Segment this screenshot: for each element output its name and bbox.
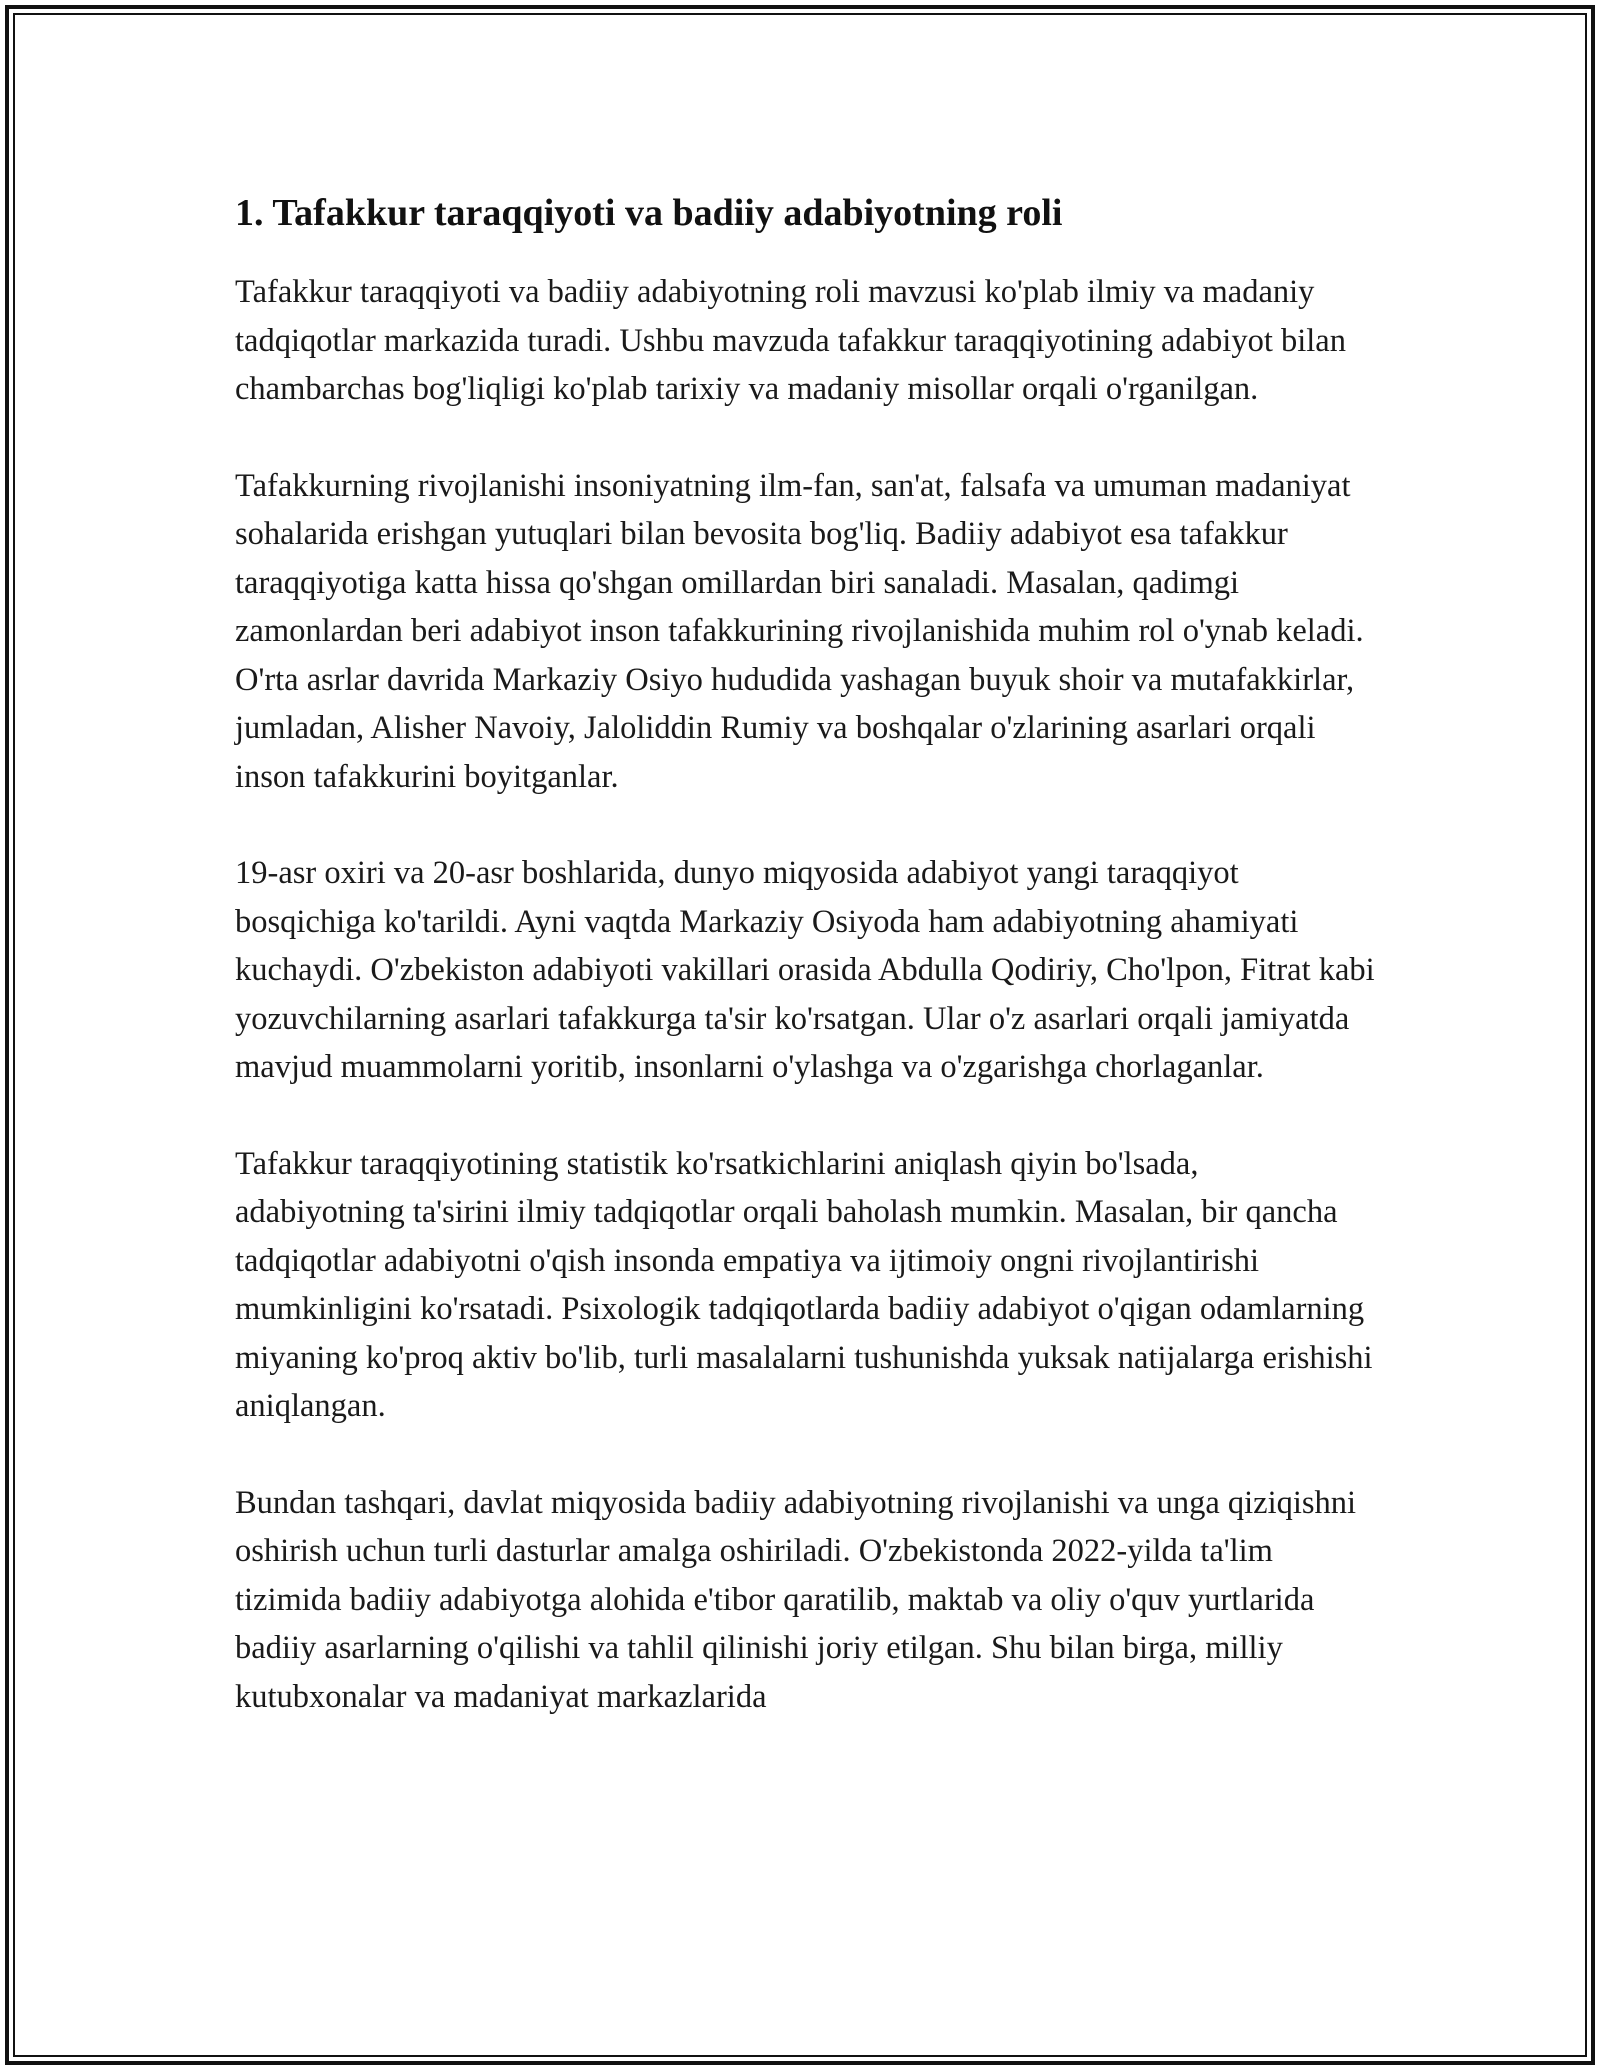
paragraph-3: 19-asr oxiri va 20-asr boshlarida, dunyo miqyosida adabiyot yangi taraqqiyot bosqichiga ko'tarildi. Ayni vaqtda Markaziy Osiyoda ham adabiyotning ahamiyati kuchaydi. O'zbekiston adabiyoti vakillari orasida Abdulla Qodiriy, Cho'lpon, Fitrat kabi yozuvchilarning asarlari tafakkurga ta'sir ko'rsatgan. Ular o'z asarlari orqali jamiyatda mavjud muammolarni yoritib, insonlarni o'ylashga va o'zgarishga chorlaganlar. [235,855,1375,1085]
paragraph-2: Tafakkurning rivojlanishi insoniyatning ilm-fan, san'at, falsafa va umuman madaniyat sohalarida erishgan yutuqlari bilan bevosita bog'liq. Badiiy adabiyot esa tafakkur taraqqiyotiga katta hissa qo'shgan omillardan biri sanaladi. Masalan, qadimgi zamonlardan beri adabiyot inson tafakkurining rivojlanishida muhim rol o'ynab keladi. O'rta asrlar davrida Markaziy Osiyo hududida yashagan buyuk shoir va mutafakkirlar, jumladan, Alisher Navoiy, Jaloliddin Rumiy va boshqalar o'zlarining asarlari orqali inson tafakkurini boyitganlar. [235,467,1364,795]
document-body [235,182,1375,1769]
paragraph-5: Bundan tashqari, davlat miqyosida badiiy adabiyotning rivojlanishi va unga qiziqishni oshirish uchun turli dasturlar amalga oshiriladi. O'zbekistonda 2022-yilda ta'lim tizimida badiiy adabiyotga alohida e'tibor qaratilib, maktab va oliy o'quv yurtlarida badiiy asarlarning o'qilishi va tahlil qilinishi joriy etilgan. Shu bilan birga, milliy kutubxonalar va madaniyat markazlarida [235,1484,1357,1715]
paragraph-4: Tafakkur taraqqiyotining statistik ko'rsatkichlarini aniqlash qiyin bo'lsada, adabiyotning ta'sirini ilmiy tadqiqotlar orqali baholash mumkin. Masalan, bir qancha tadqiqotlar adabiyotni o'qish insonda empatiya va ijtimoiy ongni rivojlantirishi mumkinligini ko'rsatadi. Psixologik tadqiqotlarda badiiy adabiyot o'qigan odamlarning miyaning ko'proq aktiv bo'lib, turli masalalarni tushunishda yuksak natijalarga erishishi aniqlangan. [235,1145,1373,1424]
section-heading: 1. Tafakkur taraqqiyoti va badiiy adabiyotning roli [235,192,1063,234]
paragraph-1: Tafakkur taraqqiyoti va badiiy adabiyotning roli mavzusi ko'plab ilmiy va madaniy tadqiqotlar markazida turadi. Ushbu mavzuda tafakkur taraqqiyotining adabiyot bilan chambarchas bog'liqligi ko'plab tarixiy va madaniy misollar orqali o'rganilgan. [235,274,1346,407]
